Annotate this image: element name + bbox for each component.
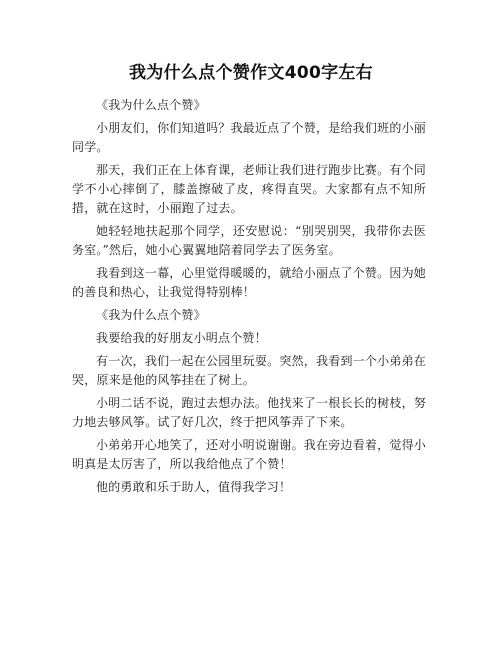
- paragraph: 那天，我们正在上体育课，老师让我们进行跑步比赛。有个同学不小心摔倒了，膝盖擦破了皮，疼得直哭。大家都有点不知所措，就在这时，小丽跑了过去。: [72, 163, 426, 215]
- paragraph: 小弟弟开心地笑了，还对小明说谢谢。我在旁边看着，觉得小明真是太厉害了，所以我给他点了个赞！: [72, 438, 426, 471]
- paragraph: 小明二话不说，跑过去想办法。他找来了一根长长的树枝，努力地去够风筝。试了好几次，终于把风筝弄了下来。: [72, 396, 426, 429]
- document-title: 我为什么点个赞作文400字左右: [129, 63, 373, 83]
- paragraph: 我看到这一幕，心里觉得暖暖的，就给小丽点了个赞。因为她的善良和热心，让我觉得特别棒！: [72, 266, 426, 299]
- paragraph: 小朋友们，你们知道吗？我最近点了个赞，是给我们班的小丽同学。: [72, 121, 426, 154]
- paragraph: 有一次，我们一起在公园里玩耍。突然，我看到一个小弟弟在哭，原来是他的风筝挂在了树上。: [72, 354, 426, 387]
- document-body: [72, 96, 426, 501]
- paragraph: 我要给我的好朋友小明点个赞！: [96, 331, 267, 345]
- section-heading: 《我为什么点个赞》: [96, 308, 206, 322]
- paragraph: 她轻轻地扶起那个同学，还安慰说：“别哭别哭，我带你去医务室。”然后，她小心翼翼地陪着同学去了医务室。: [72, 224, 426, 257]
- paragraph: 他的勇敢和乐于助人，值得我学习！: [96, 480, 292, 494]
- section-heading: 《我为什么点个赞》: [96, 98, 206, 112]
